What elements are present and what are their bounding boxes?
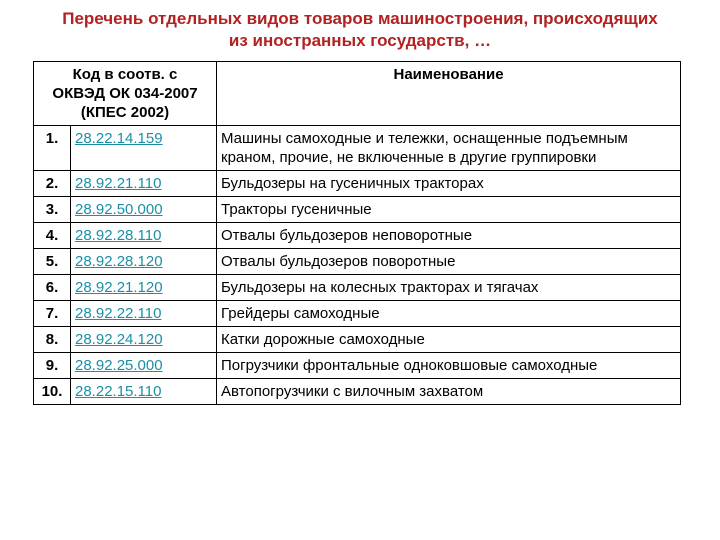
code-cell (71, 301, 217, 327)
title-line-1: Перечень отдельных видов товаров машиностроения, происходящих (62, 9, 658, 28)
page-title (0, 8, 720, 52)
product-name: Отвалы бульдозеров поворотные (217, 249, 681, 275)
code-link[interactable]: 28.92.21.110 (75, 175, 162, 192)
table-row (34, 301, 681, 327)
table-header-row (34, 62, 681, 126)
code-cell (71, 126, 217, 171)
title-line-2: из иностранных государств, … (228, 31, 492, 50)
product-name: Отвалы бульдозеров неповоротные (217, 223, 681, 249)
product-name: Машины самоходные и тележки, оснащенные подъемным краном, прочие, не включенные в другие группировки (217, 126, 681, 171)
row-number: 1. (34, 126, 71, 171)
table-row (34, 353, 681, 379)
row-number: 9. (34, 353, 71, 379)
row-number: 10. (34, 379, 71, 405)
code-link[interactable]: 28.92.28.120 (75, 253, 163, 270)
code-cell (71, 197, 217, 223)
table-row (34, 126, 681, 171)
row-number: 6. (34, 275, 71, 301)
header-code-line-2: ОКВЭД ОК 034-2007 (52, 85, 198, 102)
code-cell (71, 353, 217, 379)
row-number: 2. (34, 171, 71, 197)
header-code-line-3: (КПЕС 2002) (80, 104, 170, 121)
code-cell (71, 379, 217, 405)
row-number: 7. (34, 301, 71, 327)
row-number: 4. (34, 223, 71, 249)
code-link[interactable]: 28.92.25.000 (75, 357, 163, 374)
header-name-cell: Наименование (217, 62, 681, 126)
row-number: 8. (34, 327, 71, 353)
product-name: Тракторы гусеничные (217, 197, 681, 223)
code-link[interactable]: 28.92.22.110 (75, 305, 162, 322)
product-name: Бульдозеры на гусеничных тракторах (217, 171, 681, 197)
header-code-line-1: Код в соотв. с (72, 66, 178, 83)
product-name: Бульдозеры на колесных тракторах и тягачах (217, 275, 681, 301)
code-link[interactable]: 28.92.50.000 (75, 201, 163, 218)
goods-table (33, 61, 681, 405)
table-row (34, 171, 681, 197)
row-number: 3. (34, 197, 71, 223)
code-cell (71, 171, 217, 197)
code-link[interactable]: 28.22.14.159 (75, 130, 163, 147)
table-row (34, 379, 681, 405)
code-cell (71, 327, 217, 353)
code-cell (71, 223, 217, 249)
code-link[interactable]: 28.92.24.120 (75, 331, 163, 348)
table-row (34, 223, 681, 249)
product-name: Катки дорожные самоходные (217, 327, 681, 353)
product-name: Погрузчики фронтальные одноковшовые самоходные (217, 353, 681, 379)
table-row (34, 249, 681, 275)
code-cell (71, 275, 217, 301)
header-code-cell (34, 62, 217, 126)
code-link[interactable]: 28.92.28.110 (75, 227, 162, 244)
table-row (34, 275, 681, 301)
product-name: Автопогрузчики с вилочным захватом (217, 379, 681, 405)
code-link[interactable]: 28.22.15.110 (75, 383, 162, 400)
code-link[interactable]: 28.92.21.120 (75, 279, 163, 296)
product-name: Грейдеры самоходные (217, 301, 681, 327)
table-row (34, 327, 681, 353)
code-cell (71, 249, 217, 275)
table-row (34, 197, 681, 223)
row-number: 5. (34, 249, 71, 275)
